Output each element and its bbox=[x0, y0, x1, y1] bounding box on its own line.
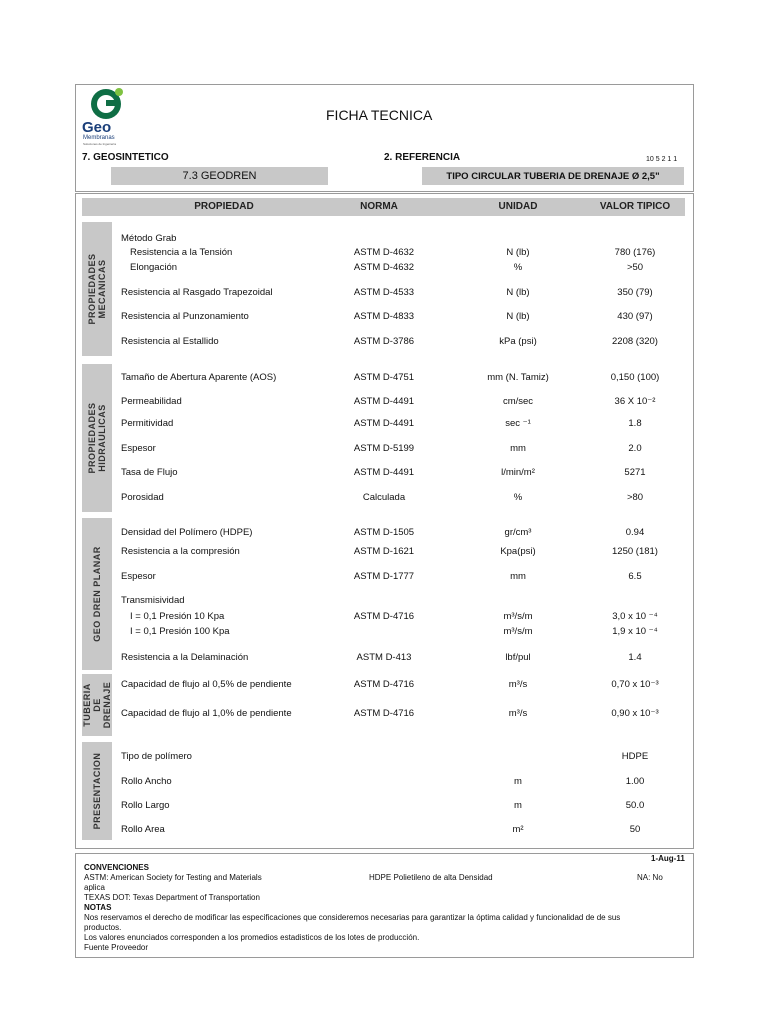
value-cell: >50 bbox=[626, 262, 644, 273]
table-row bbox=[112, 467, 692, 481]
logo-text: Geo bbox=[82, 119, 112, 136]
value-cell: 3,0 x 10 ⁻⁴ bbox=[612, 611, 658, 622]
value-cell: 350 (79) bbox=[617, 287, 653, 298]
table-row bbox=[112, 800, 692, 814]
table-row bbox=[112, 626, 692, 640]
table-row bbox=[112, 233, 692, 247]
conventions-title: CONVENCIONES bbox=[84, 863, 149, 872]
section-label: PROPIEDADES MECANICAS bbox=[87, 253, 107, 325]
table-row bbox=[112, 247, 692, 261]
value-cell: 50.0 bbox=[625, 800, 645, 811]
norm-cell: ASTM D-4716 bbox=[353, 708, 415, 719]
value-cell: 2208 (320) bbox=[612, 336, 658, 347]
conv-astm: ASTM: American Society for Testing and Materials bbox=[84, 873, 262, 882]
value-cell: 6.5 bbox=[628, 571, 642, 582]
section-hidraulicas bbox=[82, 364, 112, 512]
column-header-norm: NORMA bbox=[360, 201, 398, 212]
property-cell: Tasa de Flujo bbox=[121, 467, 178, 478]
unit-cell: lbf/pul bbox=[505, 652, 531, 663]
value-cell: 1250 (181) bbox=[612, 546, 658, 557]
unit-cell: % bbox=[513, 262, 523, 273]
value-cell: 0.94 bbox=[625, 527, 645, 538]
table-row bbox=[112, 262, 692, 276]
value-cell: 50 bbox=[629, 824, 641, 835]
table-row bbox=[112, 372, 692, 386]
norm-cell: ASTM D-4833 bbox=[353, 311, 415, 322]
table-row bbox=[112, 492, 692, 506]
property-cell: Transmisividad bbox=[121, 595, 185, 606]
property-cell: I = 0,1 Presión 10 Kpa bbox=[130, 611, 225, 622]
note-source: Fuente Proveedor bbox=[84, 943, 149, 952]
section-tuberia-drenaje bbox=[82, 674, 112, 736]
geosintetico-label: 7. GEOSINTETICO bbox=[82, 152, 169, 163]
table-row bbox=[112, 336, 692, 350]
property-cell: Método Grab bbox=[121, 233, 177, 244]
unit-cell: Kpa(psi) bbox=[500, 546, 536, 557]
property-cell: Rollo Largo bbox=[121, 800, 170, 811]
norm-cell: ASTM D-5199 bbox=[353, 443, 415, 454]
table-row bbox=[112, 824, 692, 838]
property-cell: Porosidad bbox=[121, 492, 164, 503]
unit-cell: N (lb) bbox=[506, 311, 530, 322]
unit-cell: gr/cm³ bbox=[504, 527, 532, 538]
unit-cell: mm bbox=[510, 443, 526, 454]
unit-cell: m² bbox=[512, 824, 524, 835]
note-1: Nos reservamos el derecho de modificar las especificaciones que consideremos necesarias para garantizar la óptima calidad y funcionalidad de de sus bbox=[84, 913, 621, 922]
section-presentacion bbox=[82, 742, 112, 840]
value-cell: 780 (176) bbox=[614, 247, 656, 258]
value-cell: 1.00 bbox=[625, 776, 645, 787]
table-row bbox=[112, 652, 692, 666]
section-label: TUBERIA DE DRENAJE bbox=[82, 681, 112, 729]
value-cell: 0,90 x 10⁻³ bbox=[611, 708, 659, 719]
table-row bbox=[112, 776, 692, 790]
norm-cell: ASTM D-1505 bbox=[353, 527, 415, 538]
norm-cell: ASTM D-4533 bbox=[353, 287, 415, 298]
value-cell: 1.4 bbox=[628, 652, 642, 663]
norm-cell: ASTM D-4632 bbox=[353, 262, 415, 273]
geosintetico-value: 7.3 GEODREN bbox=[182, 170, 257, 182]
value-cell: 0,70 x 10⁻³ bbox=[611, 679, 659, 690]
table-row bbox=[112, 595, 692, 609]
logo-tagline: Soluciones de Ingeniería bbox=[83, 142, 117, 146]
value-cell: HDPE bbox=[621, 751, 649, 762]
section-mecanicas bbox=[82, 222, 112, 356]
property-cell: Espesor bbox=[121, 571, 156, 582]
note-2: Los valores enunciados corresponden a los promedios estadisticos de los lotes de producción. bbox=[84, 933, 420, 942]
table-row bbox=[112, 396, 692, 410]
unit-cell: m³/s/m bbox=[503, 626, 533, 637]
value-cell: 36 X 10⁻² bbox=[614, 396, 656, 407]
referencia-label: 2. REFERENCIA bbox=[384, 152, 461, 163]
table-row bbox=[112, 708, 692, 722]
value-cell: 0,150 (100) bbox=[610, 372, 660, 383]
norm-cell: ASTM D-4716 bbox=[353, 679, 415, 690]
unit-cell: % bbox=[513, 492, 523, 503]
unit-cell: mm bbox=[510, 571, 526, 582]
column-header-value: VALOR TIPICO bbox=[599, 201, 671, 212]
norm-cell: Calculada bbox=[362, 492, 406, 503]
table-row bbox=[112, 418, 692, 432]
footer-date: 1-Aug-11 bbox=[651, 854, 685, 863]
norm-cell: ASTM D-3786 bbox=[353, 336, 415, 347]
property-cell: Resistencia al Punzonamiento bbox=[121, 311, 249, 322]
unit-cell: N (lb) bbox=[506, 247, 530, 258]
page-title: FICHA TECNICA bbox=[326, 107, 433, 123]
unit-cell: N (lb) bbox=[506, 287, 530, 298]
property-cell: Resistencia a la compresión bbox=[121, 546, 240, 557]
unit-cell: l/min/m² bbox=[501, 467, 535, 478]
property-cell: Elongación bbox=[130, 262, 178, 273]
norm-cell: ASTM D-4491 bbox=[353, 467, 415, 478]
conv-aplica: aplica bbox=[84, 883, 105, 892]
norm-cell: ASTM D-4751 bbox=[353, 372, 415, 383]
value-cell: 5271 bbox=[624, 467, 646, 478]
table-row bbox=[112, 527, 692, 541]
table-row bbox=[112, 287, 692, 301]
property-cell: Capacidad de flujo al 1,0% de pendiente bbox=[121, 708, 292, 719]
section-label: PRESENTACION bbox=[92, 752, 102, 830]
column-header-unit: UNIDAD bbox=[498, 201, 538, 212]
table-row bbox=[112, 546, 692, 560]
unit-cell: m³/s/m bbox=[503, 611, 533, 622]
unit-cell: kPa (psi) bbox=[499, 336, 537, 347]
property-cell: Permeabilidad bbox=[121, 396, 182, 407]
property-cell: Permitividad bbox=[121, 418, 174, 429]
value-cell: 1.8 bbox=[628, 418, 642, 429]
notes-title: NOTAS bbox=[84, 903, 112, 912]
property-cell: Espesor bbox=[121, 443, 156, 454]
unit-cell: m bbox=[514, 800, 522, 811]
conv-hdpe: HDPE Polietileno de alta Densidad bbox=[369, 873, 493, 882]
property-cell: Rollo Ancho bbox=[121, 776, 172, 787]
norm-cell: ASTM D-1621 bbox=[353, 546, 415, 557]
unit-cell: sec ⁻¹ bbox=[505, 418, 531, 429]
norm-cell: ASTM D-4716 bbox=[353, 611, 415, 622]
property-cell: Resistencia al Rasgado Trapezoidal bbox=[121, 287, 273, 298]
property-cell: Resistencia al Estallido bbox=[121, 336, 219, 347]
value-cell: >80 bbox=[626, 492, 644, 503]
value-cell: 430 (97) bbox=[617, 311, 653, 322]
property-cell: Capacidad de flujo al 0,5% de pendiente bbox=[121, 679, 292, 690]
note-1b: productos. bbox=[84, 923, 122, 932]
property-cell: Tipo de polímero bbox=[121, 751, 192, 762]
section-geodren-planar bbox=[82, 518, 112, 670]
reference-code: 10 5 2 1 1 bbox=[646, 156, 678, 163]
norm-cell: ASTM D-4632 bbox=[353, 247, 415, 258]
section-label: GEO DREN PLANAR bbox=[92, 546, 102, 642]
property-cell: Tamaño de Abertura Aparente (AOS) bbox=[121, 372, 277, 383]
property-cell: I = 0,1 Presión 100 Kpa bbox=[130, 626, 230, 637]
unit-cell: m³/s bbox=[508, 679, 528, 690]
table-row bbox=[112, 679, 692, 693]
section-label: PROPIEDADES HIDRAULICAS bbox=[87, 402, 107, 474]
column-header-property: PROPIEDAD bbox=[194, 201, 254, 212]
unit-cell: m³/s bbox=[508, 708, 528, 719]
value-cell: 1,9 x 10 ⁻⁴ bbox=[612, 626, 658, 637]
norm-cell: ASTM D-1777 bbox=[353, 571, 415, 582]
property-cell: Densidad del Polímero (HDPE) bbox=[121, 527, 253, 538]
referencia-value: TIPO CIRCULAR TUBERIA DE DRENAJE Ø 2,5" bbox=[446, 171, 660, 182]
table-row bbox=[112, 751, 692, 765]
property-cell: Rollo Area bbox=[121, 824, 165, 835]
logo-subtext: Membranas bbox=[83, 135, 115, 141]
logo bbox=[80, 86, 132, 146]
conv-na: NA: No bbox=[637, 873, 663, 882]
property-cell: Resistencia a la Delaminación bbox=[121, 652, 249, 663]
property-cell: Resistencia a la Tensión bbox=[130, 247, 233, 258]
unit-cell: mm (N. Tamiz) bbox=[487, 372, 549, 383]
unit-cell: cm/sec bbox=[502, 396, 534, 407]
table-row bbox=[112, 443, 692, 457]
norm-cell: ASTM D-413 bbox=[356, 652, 412, 663]
value-cell: 2.0 bbox=[628, 443, 642, 454]
table-row bbox=[112, 571, 692, 585]
logo-icon bbox=[84, 86, 128, 122]
unit-cell: m bbox=[514, 776, 522, 787]
table-row bbox=[112, 611, 692, 625]
table-row bbox=[112, 311, 692, 325]
norm-cell: ASTM D-4491 bbox=[353, 396, 415, 407]
norm-cell: ASTM D-4491 bbox=[353, 418, 415, 429]
conv-texas: TEXAS DOT: Texas Department of Transportation bbox=[84, 893, 260, 902]
